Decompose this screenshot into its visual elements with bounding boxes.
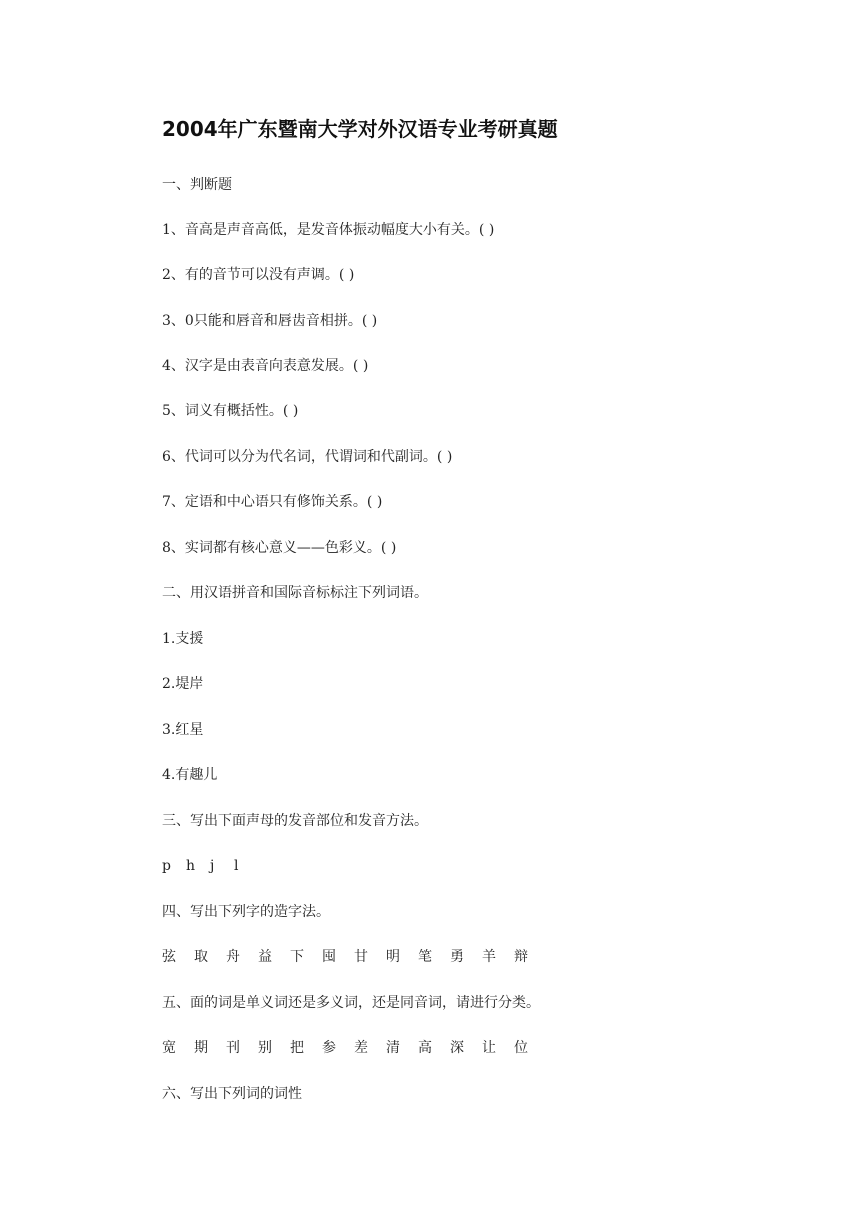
word-item: 2.堤岸 bbox=[162, 676, 204, 692]
word-item: 3.红星 bbox=[162, 722, 204, 738]
character-item: 下 bbox=[290, 949, 304, 965]
question-item: 1、音高是声音高低，是发音体振动幅度大小有关。( ) bbox=[162, 222, 495, 238]
character-item: 弦 bbox=[162, 949, 176, 965]
word-char-item: 让 bbox=[482, 1040, 496, 1056]
word-item: 1.支援 bbox=[162, 631, 204, 647]
page-title: 2004年广东暨南大学对外汉语专业考研真题 bbox=[162, 117, 558, 141]
character-item: 益 bbox=[258, 949, 272, 965]
character-item: 勇 bbox=[450, 949, 464, 965]
character-item: 甘 bbox=[354, 949, 368, 965]
character-item: 笔 bbox=[418, 949, 432, 965]
character-item: 辩 bbox=[514, 949, 528, 965]
question-item: 6、代词可以分为代名词，代谓词和代副词。( ) bbox=[162, 449, 453, 465]
question-item: 3、0只能和唇音和唇齿音相拼。( ) bbox=[162, 313, 378, 329]
section-heading-initials: 三、写出下面声母的发音部位和发音方法。 bbox=[162, 813, 428, 829]
word-char-item: 刊 bbox=[226, 1040, 240, 1056]
initial-letter: j bbox=[210, 858, 215, 874]
word-char-item: 差 bbox=[354, 1040, 368, 1056]
word-char-item: 位 bbox=[514, 1040, 528, 1056]
character-item: 取 bbox=[194, 949, 208, 965]
word-list bbox=[162, 1037, 546, 1059]
word-char-item: 宽 bbox=[162, 1040, 176, 1056]
question-item: 8、实词都有核心意义——色彩义。( ) bbox=[162, 540, 397, 556]
word-item: 4.有趣儿 bbox=[162, 767, 218, 783]
word-char-item: 深 bbox=[450, 1040, 464, 1056]
word-char-item: 别 bbox=[258, 1040, 272, 1056]
word-char-item: 期 bbox=[194, 1040, 208, 1056]
initial-letter: h bbox=[186, 858, 196, 874]
section-heading-character-formation: 四、写出下列字的造字法。 bbox=[162, 904, 330, 920]
question-item: 5、词义有概括性。( ) bbox=[162, 403, 299, 419]
section-heading-pinyin: 二、用汉语拼音和国际音标标注下列词语。 bbox=[162, 585, 428, 601]
section-heading-part-of-speech: 六、写出下列词的词性 bbox=[162, 1086, 302, 1102]
question-item: 4、汉字是由表音向表意发展。( ) bbox=[162, 358, 369, 374]
character-item: 羊 bbox=[482, 949, 496, 965]
character-item: 舟 bbox=[226, 949, 240, 965]
character-item: 囤 bbox=[322, 949, 336, 965]
word-char-item: 高 bbox=[418, 1040, 432, 1056]
word-char-item: 清 bbox=[386, 1040, 400, 1056]
section-heading-word-classification: 五、面的词是单义词还是多义词，还是同音词，请进行分类。 bbox=[162, 995, 540, 1011]
section-heading-judgment: 一、判断题 bbox=[162, 177, 232, 193]
character-item: 明 bbox=[386, 949, 400, 965]
initial-letter: l bbox=[234, 858, 239, 874]
character-list bbox=[162, 946, 546, 968]
word-char-item: 把 bbox=[290, 1040, 304, 1056]
word-char-item: 参 bbox=[322, 1040, 336, 1056]
question-item: 7、定语和中心语只有修饰关系。( ) bbox=[162, 494, 383, 510]
question-item: 2、有的音节可以没有声调。( ) bbox=[162, 267, 355, 283]
initials-list bbox=[162, 855, 258, 877]
initial-letter: p bbox=[162, 858, 171, 874]
